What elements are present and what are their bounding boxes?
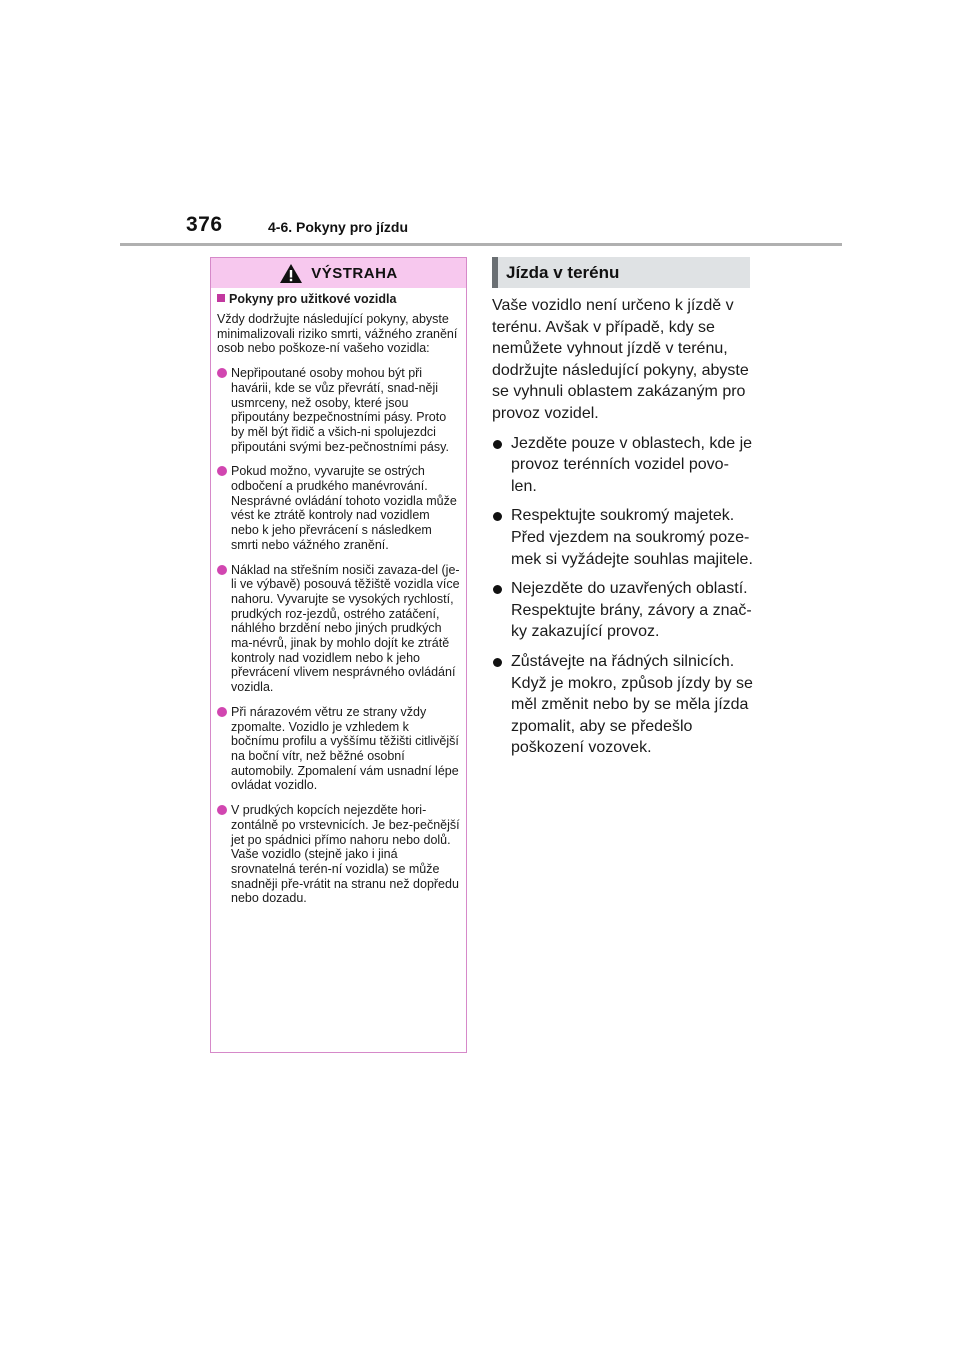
page-number: 376 [186,213,223,236]
bullet-dot-icon [217,466,227,476]
terrain-item [492,433,754,498]
terrain-item-text: Zůstávejte na řádných silnicích. Když je mokro, způsob jízdy by se měl změnit nebo by se měla jízda zpomalit, aby se předešlo poškození vozovek. [511,652,753,757]
warning-header [211,258,466,288]
warning-body [211,288,466,906]
terrain-item-text: Respektujte soukromý majetek. Před vjezdem na soukromý poze-mek si vyžádejte souhlas majitele. [511,507,753,568]
warning-title: VÝSTRAHA [311,264,398,282]
warning-item [217,563,460,695]
warning-item [217,803,460,906]
header-divider [120,243,842,246]
terrain-intro: Vaše vozidlo není určeno k jízdě v terénu. Avšak v případě, kdy se nemůžete vyhnout jízdě v terénu, dodržujte následující pokyny, abyste se vyhnuli oblastem zakázaným pro provoz vozidel. [492,297,749,422]
warning-subheading-text: Pokyny pro užitkové vozidla [229,292,397,306]
warning-subheading [217,292,460,307]
warning-triangle-icon [279,263,303,284]
bullet-dot-icon [493,585,502,594]
chapter-title: 4-6. Pokyny pro jízdu [268,219,409,235]
warning-item-text: V prudkých kopcích nejezděte hori-zontálně po vrstevnicích. Je bez-pečnější jet po spádnici přímo nahoru nebo dolů. Vaše vozidlo (stejně jako i jiná srovnatelná terén-ní vozidla) se může snadněji pře-vrátit na stranu než dopředu nebo dozadu. [231,803,460,906]
terrain-item [492,651,754,759]
bullet-dot-icon [217,565,227,575]
terrain-item [492,578,754,643]
section-heading-bar [492,257,498,288]
bullet-dot-icon [493,658,502,667]
warning-item [217,464,460,552]
section-heading-text: Jízda v terénu [506,262,620,282]
warning-box [210,257,467,1053]
warning-item [217,705,460,793]
bullet-dot-icon [217,368,227,378]
section-heading [492,257,750,288]
terrain-item-text: Jezděte pouze v oblastech, kde je provoz terénních vozidel povo-len. [511,434,753,495]
warning-item [217,366,460,454]
bullet-dot-icon [493,512,502,521]
warning-intro: Vždy dodržujte následující pokyny, abyste minimalizovali riziko smrti, vážného zranění osob nebo poškoze-ní vašeho vozidla: [217,312,458,356]
warning-item-text: Náklad na střešním nosiči zavaza-del (je-li ve výbavě) posouvá těžiště vozidla více nahoru. Vyvarujte se vysokých rychlostí, prudkých roz-jezdů, ostrého zatáčení, náhlého brzdění nebo jiných prudkých ma-névrů, jinak by mohlo dojít ke ztrátě kontroly nad vozidlem nebo k jeho převrácení vlivem nesprávného ovládání vozidla. [231,562,460,695]
warning-item-text: Nepřipoutané osoby mohou být při havárii, kde se vůz převrátí, snad-něji usmrceny, než osoby, které jsou připoutány bezpečnostními pásy. Proto by měl být řidič a všich-ni spolujezdci připoutáni svými bez-pečnostními pásy. [231,366,449,454]
terrain-item-text: Nejezděte do uzavřených oblastí. Respektujte brány, závory a znač-ky zakazující provoz. [511,580,752,641]
square-bullet-icon [217,294,225,302]
warning-item-text: Pokud možno, vyvarujte se ostrých odbočení a prudkého manévrování. Nesprávné ovládání tohoto vozidla může vést ke ztrátě kontroly nad vozidlem nebo k jeho převrácení s následkem smrti nebo vážného zranění. [231,464,457,552]
bullet-dot-icon [217,805,227,815]
bullet-dot-icon [493,440,502,449]
warning-item-text: Při nárazovém větru ze strany vždy zpomalte. Vozidlo je vzhledem k bočnímu profilu a vyššímu těžišti citlivější na boční vítr, než běžné osobní automobily. Zpomalení vám usnadní lépe ovládat vozidlo. [231,704,459,793]
terrain-content [492,295,754,767]
terrain-item [492,505,754,570]
bullet-dot-icon [217,707,227,717]
